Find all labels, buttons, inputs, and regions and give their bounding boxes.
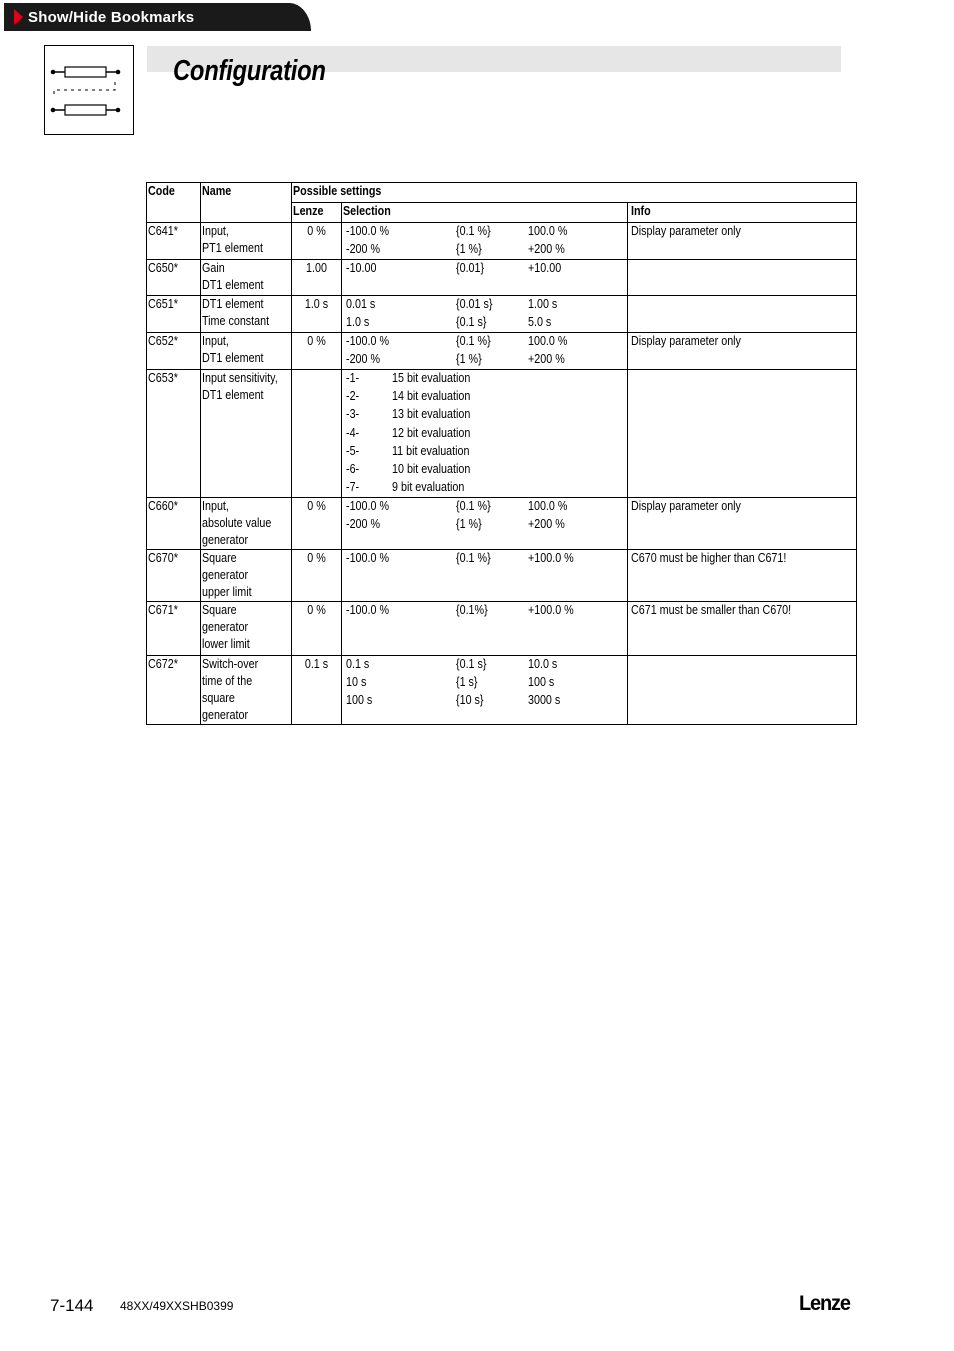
selection-line: -200 % {1 %} +200 % xyxy=(346,242,565,256)
selection-line: 10 s {1 s} 100 s xyxy=(346,675,555,690)
cell-lenze: 1.0 s xyxy=(292,296,342,333)
header-code: Code xyxy=(147,183,201,223)
cell-name: Input sensitivity, DT1 element xyxy=(201,370,292,498)
cell-code: C671* xyxy=(147,602,201,656)
cell-selection xyxy=(342,370,628,498)
cell-selection xyxy=(342,333,628,370)
cell-selection xyxy=(342,260,628,296)
cell-lenze: 0 % xyxy=(292,550,342,602)
header-selection: Selection xyxy=(342,203,628,223)
cell-info xyxy=(628,656,857,725)
lenze-logo: Lenze xyxy=(799,1292,850,1315)
table-row xyxy=(147,498,857,550)
table-row xyxy=(147,602,857,656)
cell-lenze: 0 % xyxy=(292,498,342,550)
cell-lenze: 1.00 xyxy=(292,260,342,296)
header-info: Info xyxy=(628,203,857,223)
cell-name: DT1 element Time constant xyxy=(201,296,292,333)
arrow-right-icon xyxy=(14,9,23,25)
cell-selection xyxy=(342,656,628,725)
cell-code: C660* xyxy=(147,498,201,550)
selection-line: -100.0 % {0.1 %} 100.0 % xyxy=(346,334,568,348)
cell-lenze: 0 % xyxy=(292,602,342,656)
option-line: -4- 12 bit evaluation xyxy=(346,425,471,440)
selection-line: -100.0 % {0.1%} +100.0 % xyxy=(346,603,574,618)
option-line: -2- 14 bit evaluation xyxy=(346,389,471,404)
cell-info xyxy=(628,370,857,498)
page-title: Configuration xyxy=(173,55,326,87)
option-line: -6- 10 bit evaluation xyxy=(346,461,471,476)
option-line: -7- 9 bit evaluation xyxy=(346,480,465,495)
cell-info xyxy=(628,260,857,296)
cell-lenze: 0 % xyxy=(292,333,342,370)
header-name: Name xyxy=(201,183,292,223)
table-row xyxy=(147,550,857,602)
cell-lenze: 0 % xyxy=(292,223,342,260)
selection-line: 1.0 s {0.1 s} 5.0 s xyxy=(346,315,552,329)
cell-name: Gain DT1 element xyxy=(201,260,292,296)
cell-name: Square generator lower limit xyxy=(201,602,292,656)
selection-line: -100.0 % {0.1 %} 100.0 % xyxy=(346,499,568,514)
table-row xyxy=(147,333,857,370)
show-hide-bookmarks-button[interactable] xyxy=(4,3,311,31)
table-row xyxy=(147,296,857,333)
selection-line: 0.1 s {0.1 s} 10.0 s xyxy=(346,657,558,672)
parameter-table xyxy=(146,182,857,725)
cell-lenze: 0.1 s xyxy=(292,656,342,725)
cell-name: Square generator upper limit xyxy=(201,550,292,602)
configuration-icon xyxy=(44,45,134,135)
table-row xyxy=(147,370,857,498)
cell-code: C652* xyxy=(147,333,201,370)
cell-code: C653* xyxy=(147,370,201,498)
cell-code: C672* xyxy=(147,656,201,725)
cell-selection xyxy=(342,602,628,656)
cell-info xyxy=(628,296,857,333)
cell-selection xyxy=(342,296,628,333)
option-line: -5- 11 bit evaluation xyxy=(346,443,470,458)
document-code: 48XX/49XXSHB0399 xyxy=(120,1299,234,1313)
cell-info: Display parameter only xyxy=(628,223,857,260)
selection-line: -10.00 {0.01} +10.00 xyxy=(346,261,562,275)
bookmark-label: Show/Hide Bookmarks xyxy=(28,8,195,26)
header-possible-settings: Possible settings xyxy=(292,183,857,203)
cell-name: Input, absolute value generator xyxy=(201,498,292,550)
cell-code: C641* xyxy=(147,223,201,260)
cell-selection xyxy=(342,223,628,260)
option-line: -1- 15 bit evaluation xyxy=(346,371,471,385)
cell-info: Display parameter only xyxy=(628,498,857,550)
cell-name: Switch-over time of the square generator xyxy=(201,656,292,725)
option-line: -3- 13 bit evaluation xyxy=(346,407,471,422)
cell-code: C651* xyxy=(147,296,201,333)
cell-name: Input, PT1 element xyxy=(201,223,292,260)
table-row xyxy=(147,656,857,725)
selection-line: 0.01 s {0.01 s} 1.00 s xyxy=(346,297,558,311)
page-number: 7-144 xyxy=(50,1296,94,1315)
table-row xyxy=(147,260,857,296)
selection-line: -100.0 % {0.1 %} +100.0 % xyxy=(346,551,574,566)
header-lenze: Lenze xyxy=(292,203,342,223)
cell-code: C650* xyxy=(147,260,201,296)
cell-code: C670* xyxy=(147,550,201,602)
table-row xyxy=(147,223,857,260)
cell-info: C670 must be higher than C671! xyxy=(628,550,857,602)
cell-selection xyxy=(342,498,628,550)
cell-info: Display parameter only xyxy=(628,333,857,370)
cell-name: Input, DT1 element xyxy=(201,333,292,370)
cell-lenze xyxy=(292,370,342,498)
cell-selection xyxy=(342,550,628,602)
cell-info: C671 must be smaller than C670! xyxy=(628,602,857,656)
selection-line: 100 s {10 s} 3000 s xyxy=(346,693,561,708)
selection-line: -100.0 % {0.1 %} 100.0 % xyxy=(346,224,568,238)
selection-line: -200 % {1 %} +200 % xyxy=(346,352,565,366)
selection-line: -200 % {1 %} +200 % xyxy=(346,517,565,532)
